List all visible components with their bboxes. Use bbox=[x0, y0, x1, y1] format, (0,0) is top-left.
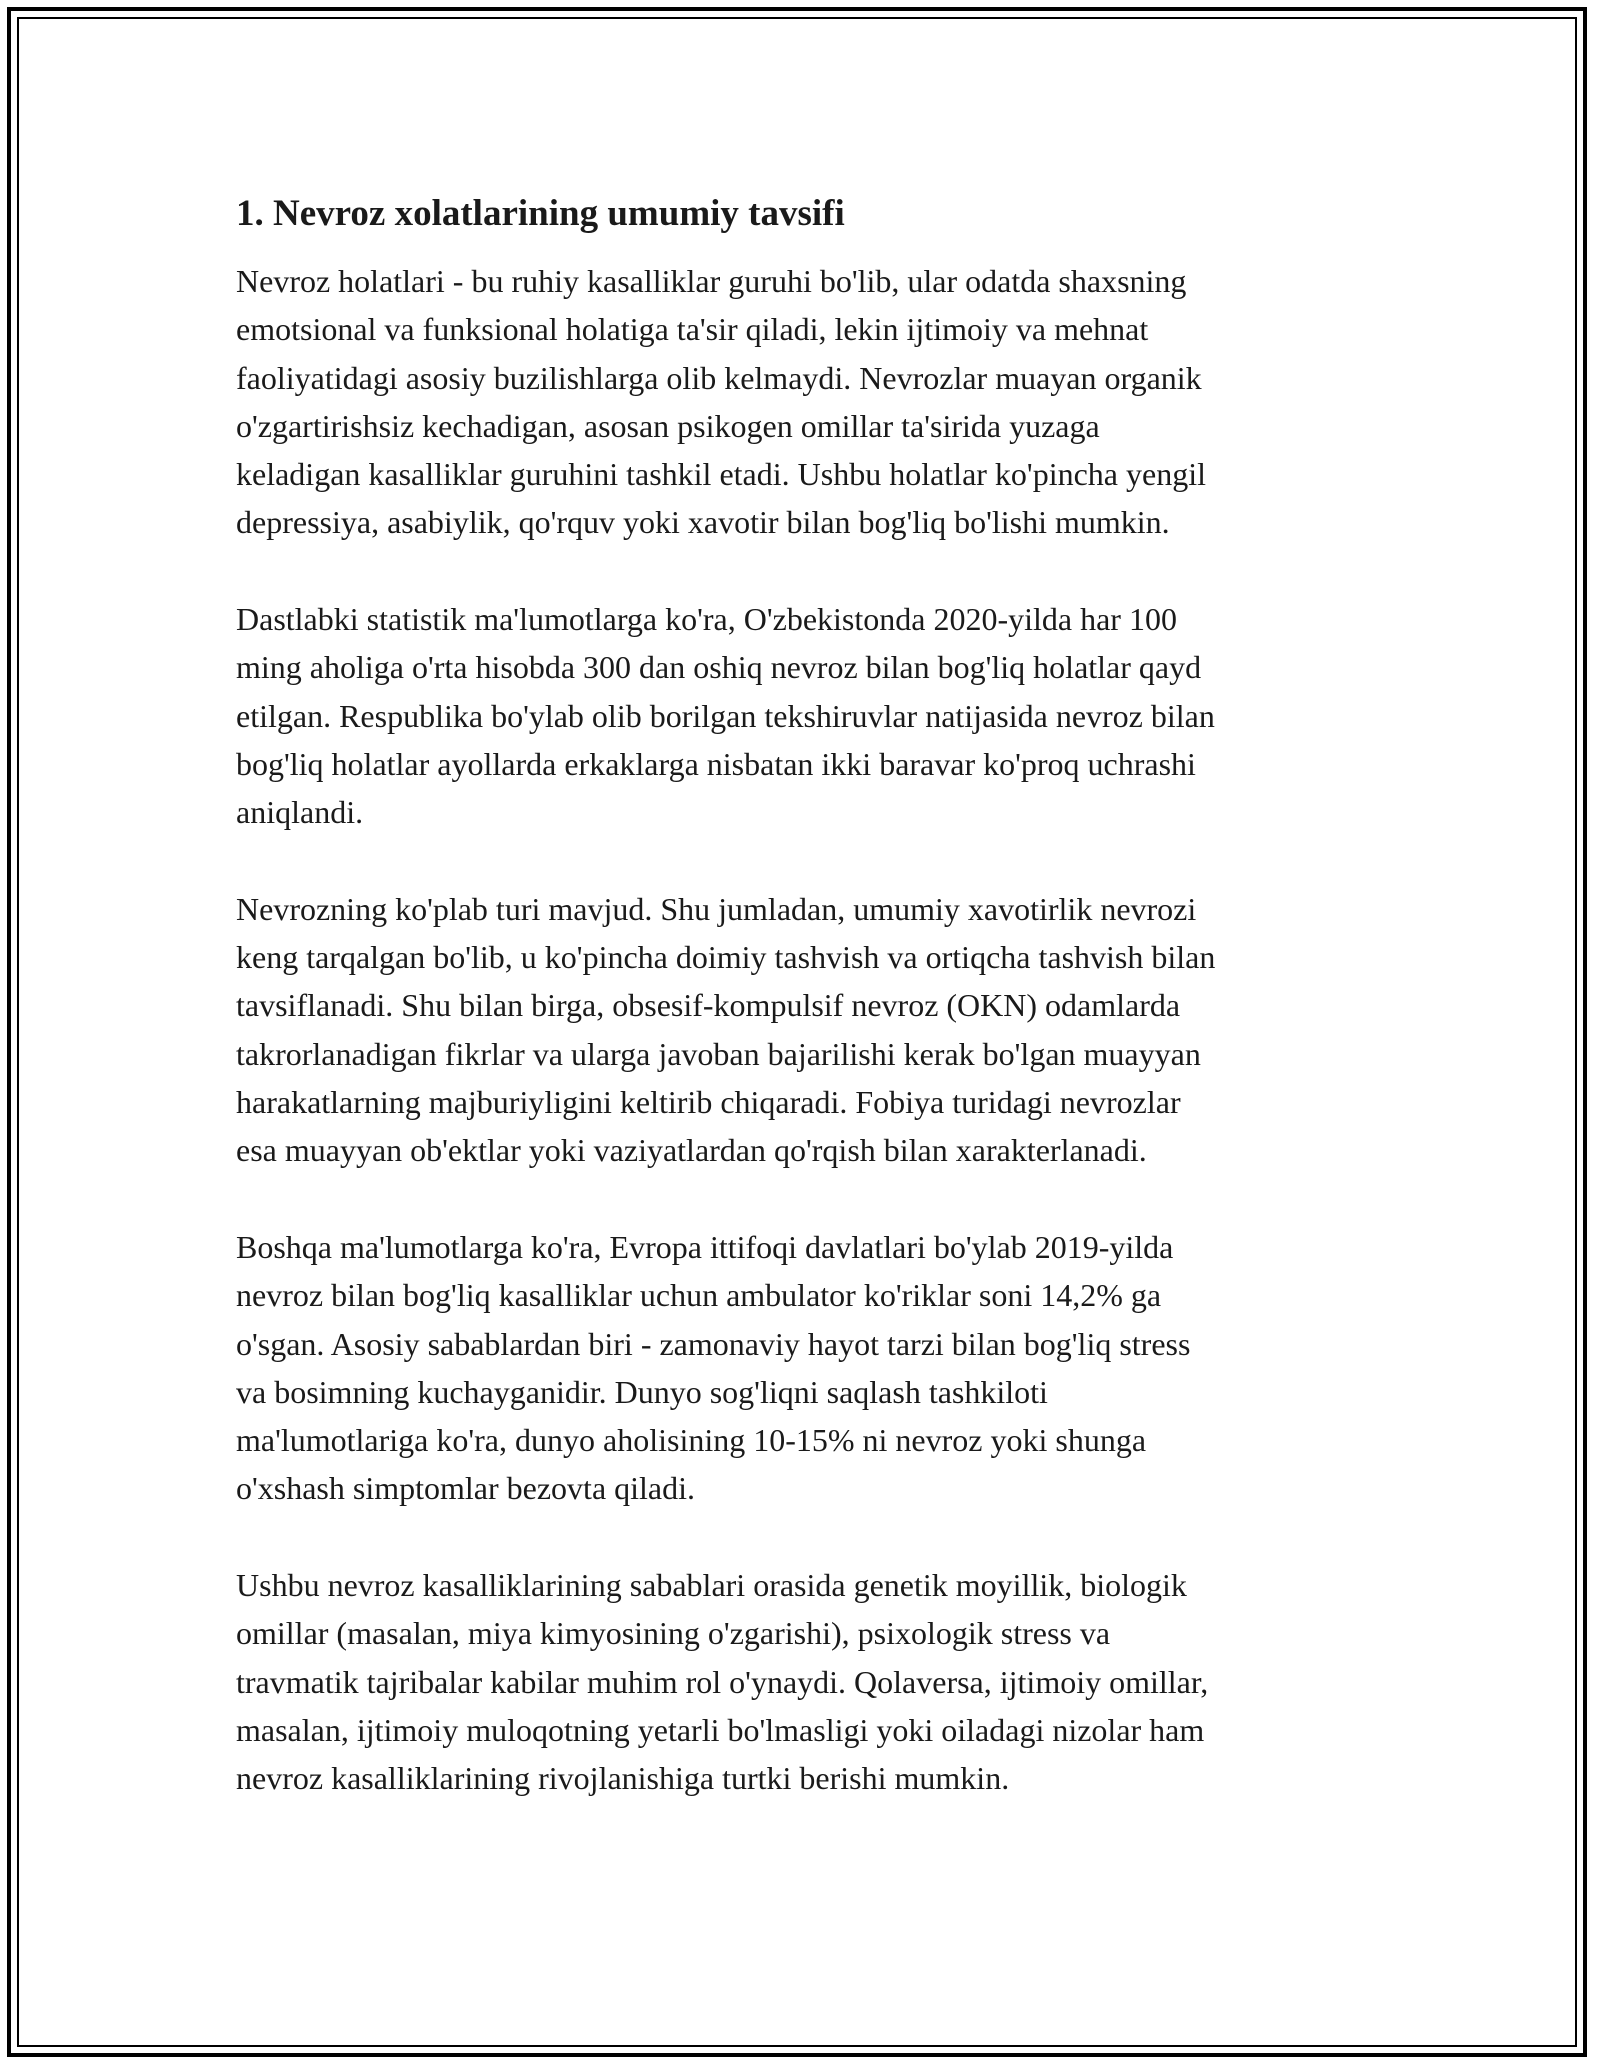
paragraph bbox=[236, 1561, 1361, 1802]
paragraph-line: o'sgan. Asosiy sabablardan biri - zamonaviy hayot tarzi bilan bog'liq stress bbox=[236, 1325, 1191, 1362]
paragraph-line: va bosimning kuchayganidir. Dunyo sog'liqni saqlash tashkiloti bbox=[236, 1373, 1048, 1410]
paragraph-line: Boshqa ma'lumotlarga ko'ra, Evropa ittifoqi davlatlari bo'ylab 2019-yilda bbox=[236, 1228, 1174, 1265]
paragraph-line: o'zgartirishsiz kechadigan, asosan psikogen omillar ta'sirida yuzaga bbox=[236, 407, 1100, 444]
paragraph-line: Dastlabki statistik ma'lumotlarga ko'ra, O'zbekistonda 2020-yilda har 100 bbox=[236, 601, 1177, 638]
document-body bbox=[236, 185, 1361, 1851]
paragraph-line: Nevrozning ko'plab turi mavjud. Shu jumladan, umumiy xavotirlik nevrozi bbox=[236, 890, 1197, 927]
paragraph-line: harakatlarning majburiyligini keltirib chiqaradi. Fobiya turidagi nevrozlar bbox=[236, 1084, 1181, 1121]
paragraph-line: keng tarqalgan bo'lib, u ko'pincha doimiy tashvish va ortiqcha tashvish bilan bbox=[236, 939, 1216, 976]
paragraph-line: etilgan. Respublika bo'ylab olib borilgan tekshiruvlar natijasida nevroz bilan bbox=[236, 697, 1215, 734]
paragraph-list bbox=[236, 257, 1361, 1803]
paragraph bbox=[236, 885, 1361, 1175]
paragraph-line: keladigan kasalliklar guruhini tashkil etadi. Ushbu holatlar ko'pincha yengil bbox=[236, 456, 1206, 493]
paragraph-line: emotsional va funksional holatiga ta'sir qiladi, lekin ijtimoiy va mehnat bbox=[236, 311, 1149, 348]
paragraph-line: omillar (masalan, miya kimyosining o'zgarishi), psixologik stress va bbox=[236, 1615, 1111, 1652]
paragraph-line: Ushbu nevroz kasalliklarining sabablari orasida genetik moyillik, biologik bbox=[236, 1567, 1187, 1604]
paragraph-line: masalan, ijtimoiy muloqotning yetarli bo'lmasligi yoki oiladagi nizolar ham bbox=[236, 1711, 1205, 1748]
paragraph-line: Nevroz holatlari - bu ruhiy kasalliklar guruhi bo'lib, ular odatda shaxsning bbox=[236, 263, 1187, 299]
paragraph-line: tavsiflanadi. Shu bilan birga, obsesif-kompulsif nevroz (OKN) odamlarda bbox=[236, 987, 1181, 1024]
paragraph-line: depressiya, asabiylik, qo'rquv yoki xavotir bilan bog'liq bo'lishi mumkin. bbox=[236, 504, 1170, 541]
paragraph-line: aniqlandi. bbox=[236, 794, 364, 831]
paragraph-line: esa muayyan ob'ektlar yoki vaziyatlardan qo'rqish bilan xarakterlanadi. bbox=[236, 1132, 1147, 1169]
paragraph-line: faoliyatidagi asosiy buzilishlarga olib kelmaydi. Nevrozlar muayan organik bbox=[236, 359, 1202, 396]
paragraph-line: travmatik tajribalar kabilar muhim rol o'ynaydi. Qolaversa, ijtimoiy omillar, bbox=[236, 1663, 1209, 1700]
paragraph-line: nevroz bilan bog'liq kasalliklar uchun ambulator ko'riklar soni 14,2% ga bbox=[236, 1277, 1162, 1314]
section-heading: 1. Nevroz xolatlarining umumiy tavsifi bbox=[236, 193, 845, 234]
paragraph bbox=[236, 257, 1361, 547]
paragraph-line: takrorlanadigan fikrlar va ularga javoban bajarilishi kerak bo'lgan muayyan bbox=[236, 1035, 1201, 1072]
paragraph-line: bog'liq holatlar ayollarda erkaklarga nisbatan ikki baravar ko'proq uchrashi bbox=[236, 745, 1196, 782]
paragraph-line: ma'lumotlariga ko'ra, dunyo aholisining 10-15% ni nevroz yoki shunga bbox=[236, 1422, 1147, 1459]
paragraph bbox=[236, 1223, 1361, 1513]
paragraph-line: o'xshash simptomlar bezovta qiladi. bbox=[236, 1470, 696, 1507]
paragraph bbox=[236, 595, 1361, 836]
paragraph-line: ming aholiga o'rta hisobda 300 dan oshiq nevroz bilan bog'liq holatlar qayd bbox=[236, 649, 1202, 686]
paragraph-line: nevroz kasalliklarining rivojlanishiga turtki berishi mumkin. bbox=[236, 1760, 1010, 1797]
